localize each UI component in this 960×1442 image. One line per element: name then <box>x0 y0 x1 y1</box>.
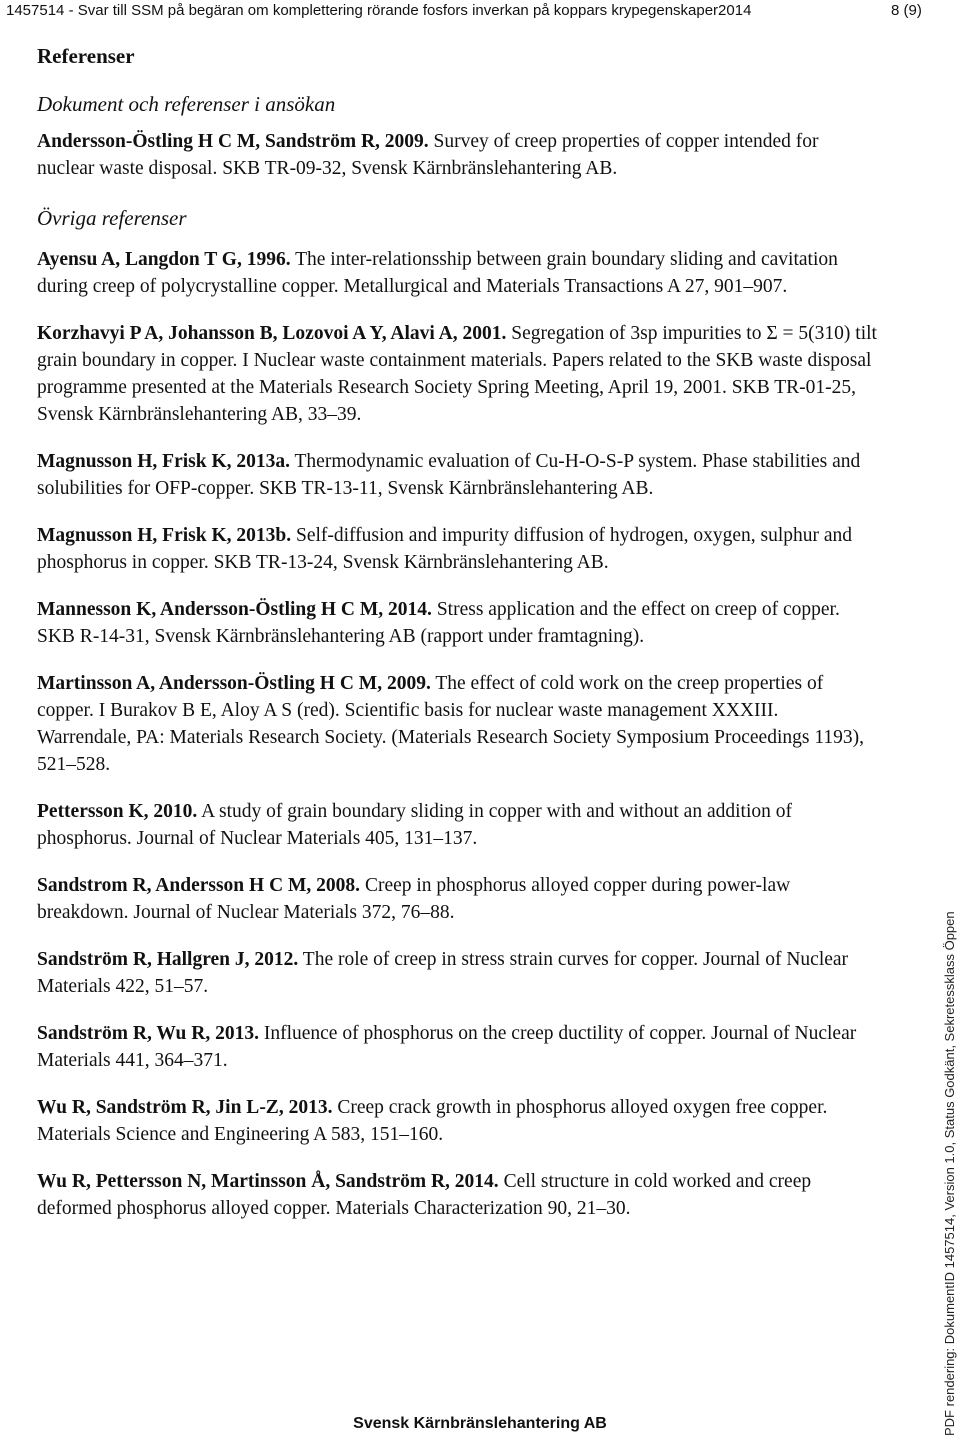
reference-authors: Ayensu A, Langdon T G, 1996. <box>37 249 291 270</box>
pdf-rendering-note: PDF rendering: DokumentID 1457514, Version 1.0, Status Godkänt, Sekretessklass Öppen <box>942 911 957 1436</box>
reference-item <box>37 448 877 502</box>
reference-item <box>37 320 877 428</box>
reference-authors: Sandström R, Hallgren J, 2012. <box>37 949 299 970</box>
reference-authors: Pettersson K, 2010. <box>37 801 198 822</box>
reference-item <box>37 128 877 182</box>
section-title: Referenser <box>37 44 135 68</box>
reference-authors: Mannesson K, Andersson-Östling H C M, 2014. <box>37 599 432 620</box>
page-footer: Svensk Kärnbränslehantering AB <box>353 1415 607 1432</box>
reference-authors: Martinsson A, Andersson-Östling H C M, 2009. <box>37 673 431 694</box>
reference-details: Segregation of 3sp impurities to Σ = 5(310) tilt grain boundary in copper. I Nuclear waste containment materials. Papers related to the SKB waste disposal programme presented at the Materials Research Society Spring Meeting, April 19, 2001. SKB TR-01-25, Svensk Kärnbränslehantering AB, 33‒39. <box>37 323 877 425</box>
reference-item <box>37 946 877 1000</box>
reference-details: Thermodynamic evaluation of Cu-H-O-S-P system. Phase stabilities and solubilities for OFP-copper. SKB TR-13-11, Svensk Kärnbränslehantering AB. <box>37 451 861 499</box>
reference-item <box>37 522 877 576</box>
reference-authors: Wu R, Pettersson N, Martinsson Å, Sandström R, 2014. <box>37 1171 499 1192</box>
reference-details: The role of creep in stress strain curves for copper. Journal of Nuclear Materials 422, 51‒57. <box>37 949 849 997</box>
reference-details: Influence of phosphorus on the creep ductility of copper. Journal of Nuclear Materials 441, 364‒371. <box>37 1023 857 1071</box>
reference-item <box>37 246 877 300</box>
reference-details: Cell structure in cold worked and creep deformed phosphorus alloyed copper. Materials Characterization 90, 21‒30. <box>37 1171 812 1219</box>
reference-details: Survey of creep properties of copper intended for nuclear waste disposal. SKB TR-09-32, Svensk Kärnbränslehantering AB. <box>37 131 819 179</box>
reference-item <box>37 1168 877 1222</box>
page-number: 8 (9) <box>891 2 922 19</box>
reference-authors: Andersson-Östling H C M, Sandström R, 2009. <box>37 131 429 152</box>
reference-authors: Magnusson H, Frisk K, 2013a. <box>37 451 290 472</box>
reference-details: The inter-relationsship between grain boundary sliding and cavitation during creep of polycrystalline copper. Metallurgical and Materials Transactions A 27, 901‒907. <box>37 249 838 297</box>
reference-item <box>37 670 877 778</box>
reference-details: Stress application and the effect on creep of copper. SKB R-14-31, Svensk Kärnbränslehantering AB (rapport under framtagning). <box>37 599 840 647</box>
reference-details: Creep crack growth in phosphorus alloyed oxygen free copper. Materials Science and Engineering A 583, 151‒160. <box>37 1097 828 1145</box>
references-section <box>37 42 877 1242</box>
reference-authors: Wu R, Sandström R, Jin L-Z, 2013. <box>37 1097 333 1118</box>
reference-item <box>37 1094 877 1148</box>
reference-details: The effect of cold work on the creep properties of copper. I Burakov B E, Aloy A S (red). Scientific basis for nuclear waste management XXXIII. Warrendale, PA: Materials Research Society. (Materials Research Society Symposium Proceedings 1193), 521‒528. <box>37 673 864 775</box>
document-title: 1457514 - Svar till SSM på begäran om komplettering rörande fosfors inverkan på koppars krypegenskaper2014 <box>6 2 752 19</box>
subsection-title-other: Övriga referenser <box>37 206 187 230</box>
page-header <box>6 0 956 24</box>
reference-authors: Sandstrom R, Andersson H C M, 2008. <box>37 875 361 896</box>
reference-authors: Sandström R, Wu R, 2013. <box>37 1023 259 1044</box>
subsection-title-application: Dokument och referenser i ansökan <box>37 92 336 116</box>
reference-details: A study of grain boundary sliding in copper with and without an addition of phosphorus. Journal of Nuclear Materials 405, 131‒137. <box>37 801 792 849</box>
reference-details: Self-diffusion and impurity diffusion of hydrogen, oxygen, sulphur and phosphorus in copper. SKB TR-13-24, Svensk Kärnbränslehantering AB. <box>37 525 853 573</box>
reference-authors: Magnusson H, Frisk K, 2013b. <box>37 525 292 546</box>
reference-item <box>37 798 877 852</box>
reference-authors: Korzhavyi P A, Johansson B, Lozovoi A Y, Alavi A, 2001. <box>37 323 507 344</box>
reference-item <box>37 596 877 650</box>
reference-details: Creep in phosphorus alloyed copper during power-law breakdown. Journal of Nuclear Materials 372, 76‒88. <box>37 875 791 923</box>
reference-item <box>37 1020 877 1074</box>
reference-item <box>37 872 877 926</box>
